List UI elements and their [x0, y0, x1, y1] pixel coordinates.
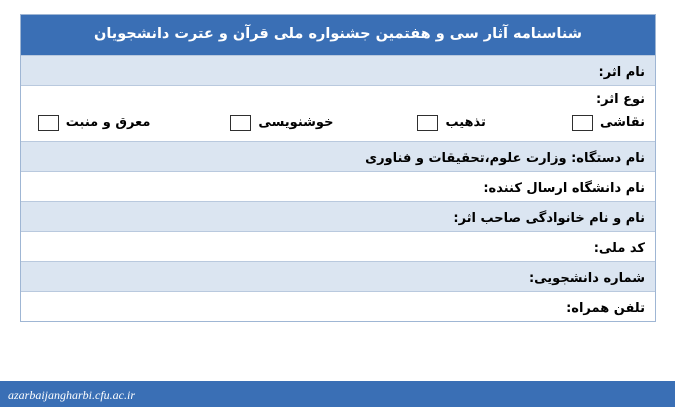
checkbox-moaragh-monabbat[interactable]: [38, 115, 59, 131]
field-row-work-name[interactable]: [21, 55, 655, 85]
field-label: نام دانشگاه ارسال کننده:: [483, 180, 645, 196]
field-row-student-number[interactable]: [21, 261, 655, 291]
field-row-organization[interactable]: [21, 141, 655, 171]
field-row-mobile[interactable]: [21, 291, 655, 321]
option-label: خوشنویسی: [258, 115, 334, 131]
option-label: نقاشی: [599, 115, 645, 131]
option-label: تذهیب: [445, 115, 486, 131]
form-container: [20, 14, 656, 322]
checkbox-tazhib[interactable]: [417, 115, 438, 131]
option-tazhib[interactable]: [417, 115, 485, 131]
field-label: نام دستگاه: وزارت علوم،تحقیقات و فناوری: [365, 150, 645, 166]
footer-website-url[interactable]: azarbaijangharbi.cfu.ac.ir: [8, 388, 136, 402]
field-label: کد ملی:: [593, 240, 645, 256]
document-title: شناسنامه آثار سی و هفتمین جشنواره ملی قرآن و عترت دانشجویان: [21, 15, 655, 55]
field-label: شماره دانشجویی:: [528, 270, 645, 286]
field-label: نام و نام خانوادگی صاحب اثر:: [453, 210, 645, 226]
work-type-options: [21, 109, 655, 141]
field-label: تلفن همراه:: [566, 300, 645, 316]
option-naghashi[interactable]: [572, 115, 645, 131]
field-row-national-id[interactable]: [21, 231, 655, 261]
option-khoshnevisi[interactable]: [230, 115, 333, 131]
field-label: نوع اثر:: [595, 91, 645, 107]
option-moaragh-monabbat[interactable]: [38, 115, 151, 131]
field-row-work-type: [21, 85, 655, 141]
field-row-university[interactable]: [21, 171, 655, 201]
checkbox-naghashi[interactable]: [572, 115, 593, 131]
field-row-fullname[interactable]: [21, 201, 655, 231]
option-label: معرق و منبت: [65, 115, 151, 131]
field-label: نام اثر:: [598, 64, 645, 80]
checkbox-khoshnevisi[interactable]: [230, 115, 251, 131]
